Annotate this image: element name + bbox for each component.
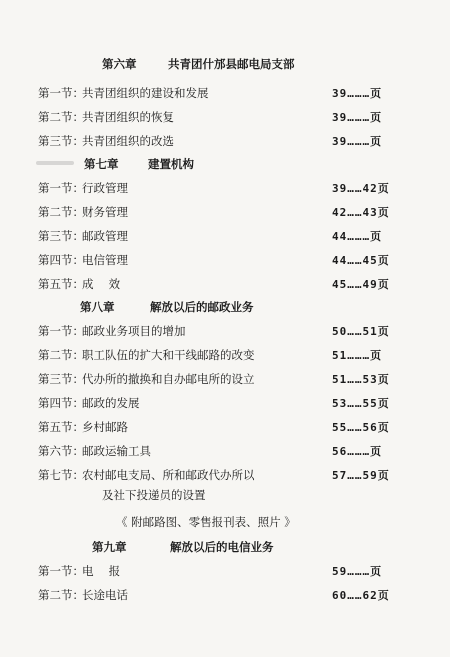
- section-number: 第四节：: [38, 396, 84, 410]
- section-number: 第六节：: [38, 444, 84, 458]
- section-title: 电信管理: [82, 253, 128, 267]
- chapter-number: 第七章: [84, 157, 119, 171]
- section-title: 乡村邮路: [82, 420, 128, 434]
- page-range: 45……49页: [332, 278, 390, 291]
- section-title: 邮政的发展: [82, 396, 140, 410]
- page-range: 39………页: [332, 87, 383, 100]
- section-title: 财务管理: [82, 205, 128, 219]
- section-number: 第一节：: [38, 324, 84, 338]
- section-number: 第三节：: [38, 229, 84, 243]
- section-title: 农村邮电支局、所和邮政代办所以: [82, 468, 255, 482]
- chapter-title: 共青团什邡县邮电局支部: [168, 57, 295, 71]
- toc-entry: [0, 204, 450, 220]
- section-number: 第二节：: [38, 348, 84, 362]
- section-title: 共青团组织的改选: [82, 134, 174, 148]
- toc-entry: [0, 180, 450, 196]
- toc-entry: [0, 395, 450, 411]
- page-range: 42……43页: [332, 206, 390, 219]
- appendix-note: 《 附邮路图、零售报刊表、照片 》: [116, 515, 296, 529]
- chapter-7-heading: [0, 156, 450, 172]
- toc-entry: [0, 252, 450, 268]
- section-number: 第二节：: [38, 110, 84, 124]
- section-title: 共青团组织的建设和发展: [82, 86, 209, 100]
- section-title: 邮政管理: [82, 229, 128, 243]
- section-number: 第一节：: [38, 564, 84, 578]
- section-title: 邮政业务项目的增加: [82, 324, 186, 338]
- section-title: 行政管理: [82, 181, 128, 195]
- toc-entry: [0, 443, 450, 459]
- section-number: 第五节：: [38, 420, 84, 434]
- chapter-title: 建置机构: [148, 157, 194, 171]
- section-number: 第四节：: [38, 253, 84, 267]
- entry-continuation: 及社下投递员的设置: [102, 488, 206, 502]
- toc-entry: [0, 419, 450, 435]
- toc-entry: [0, 85, 450, 101]
- chapter-number: 第八章: [80, 300, 115, 314]
- toc-entry: [0, 563, 450, 579]
- chapter-9-heading: [0, 539, 450, 555]
- page-range: 39……42页: [332, 182, 390, 195]
- chapter-title: 解放以后的邮政业务: [150, 300, 254, 314]
- page-range: 44………页: [332, 230, 383, 243]
- chapter-title: 解放以后的电信业务: [170, 540, 274, 554]
- page-range: 53……55页: [332, 397, 390, 410]
- section-title: 职工队伍的扩大和干线邮路的改变: [82, 348, 255, 362]
- page-range: 60……62页: [332, 589, 390, 602]
- toc-entry: [0, 133, 450, 149]
- toc-entry: [0, 587, 450, 603]
- page-range: 51………页: [332, 349, 383, 362]
- page-range: 51……53页: [332, 373, 390, 386]
- chapter-number: 第六章: [102, 57, 137, 71]
- page-range: 39………页: [332, 135, 383, 148]
- section-title: 成 效: [82, 277, 121, 291]
- page-range: 50……51页: [332, 325, 390, 338]
- section-number: 第二节：: [38, 588, 84, 602]
- chapter-number: 第九章: [92, 540, 127, 554]
- page-range: 59………页: [332, 565, 383, 578]
- toc-entry: [0, 371, 450, 387]
- section-title: 共青团组织的恢复: [82, 110, 174, 124]
- chapter-6-heading: [0, 56, 450, 72]
- page-range: 39………页: [332, 111, 383, 124]
- toc-entry: [0, 347, 450, 363]
- section-number: 第二节：: [38, 205, 84, 219]
- section-title: 邮政运输工具: [82, 444, 151, 458]
- section-number: 第三节：: [38, 372, 84, 386]
- toc-entry: [0, 228, 450, 244]
- toc-entry: [0, 467, 450, 483]
- section-number: 第三节：: [38, 134, 84, 148]
- page-range: 56………页: [332, 445, 383, 458]
- page-range: 55……56页: [332, 421, 390, 434]
- section-number: 第一节：: [38, 181, 84, 195]
- page-range: 44……45页: [332, 254, 390, 267]
- section-title: 电 报: [82, 564, 121, 578]
- section-title: 长途电话: [82, 588, 128, 602]
- section-number: 第七节：: [38, 468, 84, 482]
- toc-entry: [0, 276, 450, 292]
- section-number: 第一节：: [38, 86, 84, 100]
- chapter-8-heading: [0, 299, 450, 315]
- section-title: 代办所的撤换和自办邮电所的设立: [82, 372, 255, 386]
- toc-entry: [0, 323, 450, 339]
- section-number: 第五节：: [38, 277, 84, 291]
- toc-entry: [0, 109, 450, 125]
- page-range: 57……59页: [332, 469, 390, 482]
